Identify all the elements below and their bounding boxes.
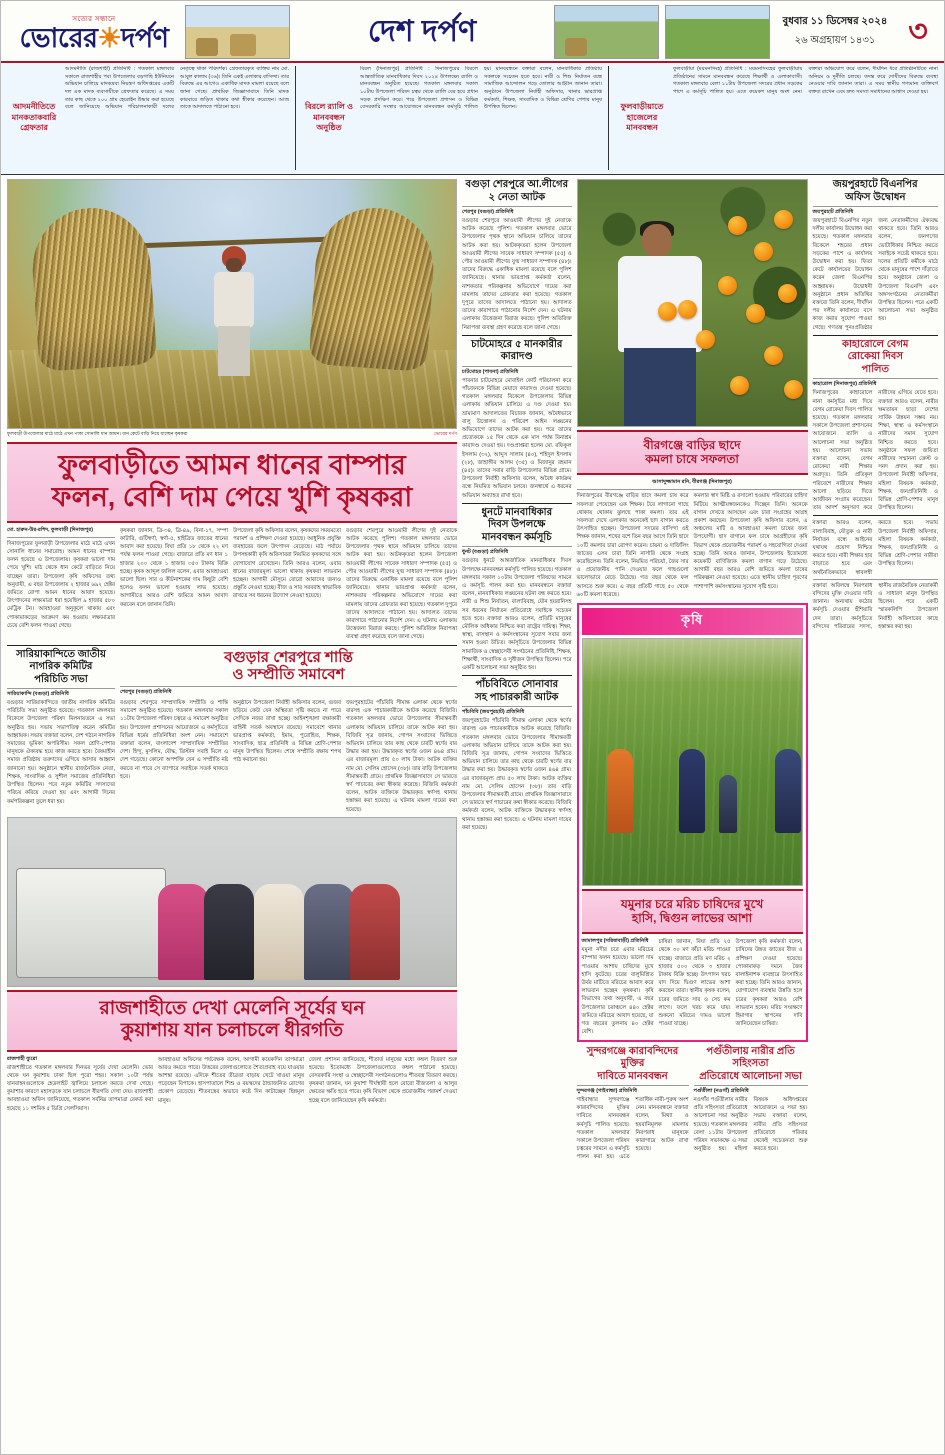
krishi-body-1: যমুনা নদীর চরে এবার মরিচের বাম্পার ফলন হয়েছে। ভালো দাম পাওয়ার আশায় চাষিদের মুখে হাসি ফুটেছে। চরের বালুমিশ্রিত উর্বর মাটিতে মরিচের আবাদ করে লাভবান হচ্ছেন কৃষকরা। কৃষি বিভাগের তথ্য অনুযায়ী, এ বছর উপজেলার চরাঞ্চলে ৪৪০ হেক্টর জমিতে মরিচের আবাদ হয়েছে, যা গত বছরের তুলনায় ৪০ হেক্টর বেশি।	[581, 947, 654, 1036]
lead-col-1	[7, 527, 115, 642]
bogra-byline: শেরপুর (বগুড়া) প্রতিনিধি	[462, 209, 514, 215]
divider	[813, 579, 938, 580]
column-1	[7, 179, 457, 1162]
fog-col-1	[7, 1056, 153, 1113]
story-body-3: জয়পুরহাটের পাঁচবিবি সীমান্ত এলাকা থেকে স্বর্ণের বারসহ এক পাচারকারীকে আটক করেছে বিজিবি। গতকাল মঙ্গলবার ভোরে উপজেলার সীমান্তবর্তী এলাকায় অভিযান চালিয়ে তাকে আটক করা হয়। বিজিবি সূত্র জানায়, গোপন সংবাদের ভিত্তিতে অভিযান চালিয়ে তার কাছ থেকে চারটি স্বর্ণের বার উদ্ধার করা হয়। উদ্ধারকৃত স্বর্ণের ওজন ৪৬৪ গ্রাম। এর বাজারমূল্য প্রায় ৫০ লাখ টাকা। আটক ব্যক্তির নাম মো. সেলিম হোসেন (৩৮)। তার বাড়ি উপজেলার সীমান্তবর্তী গ্রামে। প্রাথমিক জিজ্ঞাসাবাদে সে ভারতে স্বর্ণ পাচারের কথা স্বীকার করেছে। বিজিবি কর্মকর্তা বলেন, আটক ব্যক্তিকে উদ্ধারকৃত স্বর্ণসহ থানায় হস্তান্তর করা হয়েছে। এ ঘটনায় মামলা দায়ের করা হয়েছে।	[346, 699, 458, 813]
story-byline: শেরপুর (বগুড়া) প্রতিনিধি	[120, 688, 172, 695]
pagla-body: নওগাঁর পগুঁতীলায় নারীর প্রতি সহিংসতা প্রতিরোধে আলোচনা সভা অনুষ্ঠিত হয়েছে। গতকাল মঙ্গলবার বেলা ১১টায় উপজেলা পরিষদ সভাকক্ষে এ সভা অনুষ্ঠিত হয়। মহিলা বিষয়ক অধিদপ্তরের আয়োজনে এ সভা হয়। সভায় বক্তারা বলেন, নারীর প্রতি সহিংসতা প্রতিরোধে পরিবার থেকেই সচেতনতা শুরু করতে হবে।	[693, 1097, 808, 1153]
pagla-byline: পগুঁতীলা (নওগাঁ) প্রতিনিধি	[693, 1088, 749, 1094]
photo-credit: ভোরের দর্পণ	[433, 431, 458, 436]
lead-headline-line1: ফুলবাড়ীতে আমন ধানের বাম্পার	[58, 450, 406, 480]
lead-body-1: দিনাজপুরের ফুলবাড়ী উপজেলার মাঠে মাঠে এখন সোনালি ধানের সমারোহ। আমন ধানের বাম্পার ফলন হয়েছে এ উপজেলায়। কৃষকরা ভালো দাম পেয়ে খুশি। মাঠ থেকে ধান কেটে বাড়িতে নিয়ে যাচ্ছেন তারা। উপজেলা কৃষি অফিসের তথ্য অনুযায়ী, এ বছর উপজেলায় ২ হাজার ৬৯২ হেক্টর জমিতে রোপা আমন ধানের আবাদ হয়েছে। উৎপাদনের লক্ষ্যমাত্রা ধরা হয়েছিল ৯ হাজার ৫৮০ মেট্রিক টন। আবহাওয়া অনুকূলে থাকায় এবং পোকামাকড়ের আক্রমণ কম হওয়ায় লক্ষ্যমাত্রার চেয়ে বেশি ফলন পাওয়া গেছে।	[7, 540, 115, 629]
lead-col-3	[233, 527, 341, 642]
worker-1	[607, 749, 633, 833]
story-headline-line1: সারিয়াকান্দিতে জাতীয়	[16, 648, 106, 660]
section-title	[296, 5, 548, 59]
divider	[7, 537, 115, 538]
chatmohar-headline-line2: কারাদণ্ড	[500, 351, 533, 363]
orange-grower-figure	[612, 224, 708, 424]
caption-text: ফুলবাড়ী উপজেলার মাঠে মাঠে এখন পাকা সোনালি ধান আমন। ধান কেটে বাড়ি নিয়ে যাচ্ছেন কৃষকরা	[7, 431, 188, 436]
fog-story-columns	[7, 1056, 457, 1113]
fog-headline-box[interactable]	[7, 990, 457, 1052]
story-pagla[interactable]	[694, 1046, 808, 1162]
rokeya-headline-line2: রোকেয়া দিবস	[847, 351, 903, 363]
subrow-2	[7, 817, 457, 1113]
krishi-columns	[582, 938, 803, 1036]
joypurhat-byline: জয়পুরহাট প্রতিনিধি	[812, 209, 854, 215]
birganj-headline-line2: কমলা চাষে সফলতা	[645, 452, 739, 467]
panchagarh-body: জয়পুরহাটের পাঁচবিবি সীমান্ত এলাকা থেকে স্বর্ণের বারসহ এক পাচারকারীকে আটক করেছে বিজিবি। গতকাল মঙ্গলবার ভোরে উপজেলার সীমান্তবর্তী এলাকায় অভিযান চালিয়ে তাকে আটক করা হয়। বিজিবি সূত্র জানায়, গোপন সংবাদের ভিত্তিতে অভিযান চালিয়ে তার কাছ থেকে চারটি স্বর্ণের বার উদ্ধার করা হয়। উদ্ধারকৃত স্বর্ণের ওজন ৪৬৪ গ্রাম। এর বাজারমূল্য প্রায় ৫০ লাখ টাকা। আটক ব্যক্তির নাম মো. সেলিম হোসেন (৩৮)। তার বাড়ি উপজেলার সীমান্তবর্তী গ্রামে। প্রাথমিক জিজ্ঞাসাবাদে সে ভারতে স্বর্ণ পাচারের কথা স্বীকার করেছে। বিজিবি কর্মকর্তা বলেন, আটক ব্যক্তিকে উদ্ধারকৃত স্বর্ণসহ থানায় হস্তান্তর করা হয়েছে। এ ঘটনায় মামলা দায়ের করা হয়েছে।	[462, 718, 572, 831]
column-4	[813, 179, 938, 1162]
story-body-1: বগুড়ার শেরপুরে সাম্প্রদায়িক সম্প্রীতি ও শান্তি সমাবেশ অনুষ্ঠিত হয়েছে। গতকাল মঙ্গলবার সকাল ১১টায় উপজেলা পরিষদ চত্বরে এ সমাবেশ অনুষ্ঠিত হয়। উপজেলা প্রশাসনের আয়োজনে এ কর্মসূচিতে বিভিন্ন ধর্মের প্রতিনিধিরা অংশ নেন। সমাবেশে বক্তারা বলেন, বাংলাদেশ সাম্প্রদায়িক সম্প্রীতির দেশ। হিন্দু, মুসলিম, বৌদ্ধ, খ্রিস্টান সবাই মিলে এ দেশ গড়েছে। কোনো অপশক্তি যেন এ সম্প্রীতি নষ্ট করতে না পারে সে ব্যাপারে সবাইকে সতর্ক থাকতে হবে।	[120, 699, 228, 780]
logo-word-2: দর্পণ	[121, 22, 169, 53]
pedestrian-5	[350, 884, 400, 980]
divider	[462, 503, 572, 504]
brief-headline: আদমনীতিতে মানকতাকবারি গ্রেফতার	[11, 102, 57, 133]
panchagarh-byline: পাঁচবিবি (জয়পুরহাট) প্রতিনিধি	[462, 709, 525, 716]
pedestrian-2	[204, 884, 254, 980]
publication-date	[776, 5, 894, 59]
story-byline: সারিয়াকান্দি (বগুড়া) প্রতিনিধি	[7, 691, 69, 698]
fog-block	[7, 817, 457, 1113]
birganj-body-1: দিনাজপুরের বীরগঞ্জে বাড়ির ছাদে কমলা চাষ করে সফলতা পেয়েছেন এক শিক্ষক। টবে লাগানো গাছে থোকায় থোকায় ঝুলছে পাকা কমলা। তার এই সফলতা দেখে এলাকার অনেকেই ছাদ বাগান করতে উৎসাহিত হচ্ছেন। উপজেলা সদরের বাসিন্দা ওই শিক্ষক জানান, শখের বশে তিন বছর আগে তিনি ছাদে ১০টি কমলার চারা রোপণ করেন। চায়না ও দার্জিলিং জাতের এসব চারা তিনি নার্সারি থেকে সংগ্রহ করেছিলেন। তিনি বলেন, নিয়মিত পরিচর্যা, জৈব সার ও প্রয়োজনীয় পানি দেওয়ার ফলে গাছগুলো ভালোভাবে বেড়ে উঠেছে। গত বছর থেকে ফল আসতে শুরু করে। এ বছর প্রতিটি গাছে ৫০ থেকে ৬০টি কমলা ধরেছে।	[576, 493, 689, 598]
brief-biral[interactable]	[302, 66, 602, 170]
newspaper-logo[interactable]	[9, 5, 179, 59]
lead-col-2	[120, 527, 228, 642]
column4-filler-body-2: বক্তারা অবিলম্বে নিরপরাধ বন্দিদের মুক্তি দেওয়ার দাবি জানান। অন্যথায় কঠোর কর্মসূচি দেওয়ার হুঁশিয়ারি দেন তারা। কর্মসূচিতে বন্দিদের পরিবারের সদস্য, স্থানীয় রাজনৈতিক নেতাকর্মী ও সাধারণ মানুষ উপস্থিত ছিলেন। পরে একটি স্মারকলিপি উপজেলা নির্বাহী অফিসারের কাছে হস্তান্তর করা হয়।	[812, 582, 938, 630]
story-body-2: অনুষ্ঠানে উপজেলা নির্বাহী অফিসার বলেন, গুজব ছড়িয়ে কেউ যেন অস্থিরতা সৃষ্টি করতে না পারে সেদিকে নজর রাখা হচ্ছে। আইনশৃঙ্খলা রক্ষাকারী বাহিনী সতর্ক অবস্থানে রয়েছে। সমাবেশে থানার ভারপ্রাপ্ত কর্মকর্তা, ইমাম, পুরোহিত, শিক্ষক, সাংবাদিক, ছাত্র প্রতিনিধি ও বিভিন্ন শ্রেণি-পেশার মানুষ উপস্থিত ছিলেন। শেষে সম্প্রীতি রক্ষায় শপথ পাঠ করানো হয়।	[233, 699, 341, 764]
haystack-shape	[196, 38, 218, 56]
bogra-headline-line2: ২ নেতা আটক	[488, 191, 546, 203]
joypurhat-body: জয়পুরহাটে বিএনপির নতুন দলীয় কার্যালয় উদ্বোধন করা হয়েছে। গতকাল মঙ্গলবার বিকেলে শহরের প্রধান সড়কের পাশে এ কার্যালয় উদ্বোধন করা হয়। ফিতা কেটে কার্যালয়ের উদ্বোধন করেন জেলা বিএনপির আহ্বায়ক। উদ্বোধনী অনুষ্ঠানে প্রধান অতিথির বক্তব্যে তিনি বলেন, দীর্ঘদিন পর দলীয় কার্যালয়ে বসে কাজ করার সুযোগ পাওয়া গেছে। গণতন্ত্র পুনঃপ্রতিষ্ঠার জন্য নেতাকর্মীদের ঐক্যবদ্ধ থাকতে হবে। তিনি আরও বলেন, জনগণের ভোটাধিকার নিশ্চিত করতে সবাইকে সচেষ্ট থাকতে হবে। দলের প্রতিটি কর্মীকে মাঠে থেকে মানুষের পাশে দাঁড়াতে হবে। অনুষ্ঠানে জেলা ও উপজেলা বিএনপি এবং অঙ্গসংগঠনের নেতাকর্মীরা উপস্থিত ছিলেন। পরে একটি আলোচনা সভা অনুষ্ঠিত হয়।	[812, 218, 938, 331]
fog-headline-line1: রাজশাহীতে দেখা মেলেনি সূর্যের ঘন	[99, 997, 365, 1019]
lead-headline-line2: ফলন, বেশি দাম পেয়ে খুশি কৃষকরা	[51, 481, 413, 512]
bogra-body: বগুড়ার শেরপুরে আওয়ামী লীগের দুই নেতাকে আটক করেছে পুলিশ। গতকাল মঙ্গলবার ভোরে উপজেলার পৃথক স্থানে অভিযান চালিয়ে তাদের আটক করা হয়। আটককৃতরা হলেন উপজেলা আওয়ামী লীগের সাবেক সাধারণ সম্পাদক (৫৫) ও পৌর আওয়ামী লীগের যুগ্ম সাধারণ সম্পাদক (৪৮)। তাদের বিরুদ্ধে একাধিক মামলা রয়েছে বলে পুলিশ জানিয়েছে। থানার ভারপ্রাপ্ত কর্মকর্তা বলেন, নাশকতার পরিকল্পনার অভিযোগে দায়ের করা মামলায় তাদের গ্রেফতার করা হয়েছে। গতকাল দুপুরে তাদের আদালতে পাঠানো হয়। আদালত তাদের কারাগারে পাঠানোর নির্দেশ দেন। এ ঘটনায় এলাকায় উত্তেজনা বিরাজ করছে। পুলিশ অতিরিক্ত নিরাপত্তা ব্যবস্থা গ্রহণ করেছে বলে জানা গেছে।	[462, 218, 572, 331]
story-sariakandi[interactable]	[7, 649, 115, 814]
divider	[7, 688, 115, 689]
date-gregorian: বুধবার ১১ ডিসেম্বর ২০২৪	[782, 16, 888, 27]
orange-fruit	[774, 210, 793, 229]
lead-byline: মো. হারুন-উর-রশিদ, ফুলবাড়ী (দিনাজপুর)	[7, 526, 93, 533]
krishi-body-3: উপজেলা কৃষি কর্মকর্তা বলেন, চাষিদের উন্নত জাতের বীজ ও প্রশিক্ষণ দেওয়া হয়েছে। পোকামাকড় দমনে জৈব বালাইনাশক ব্যবহারে উৎসাহিত করা হচ্ছে। তিনি আরও জানান, যোগাযোগ ব্যবস্থার উন্নতি হলে চরের কৃষকরা আরও বেশি লাভবান হবেন। মরিচ সংরক্ষণে হিমাগার স্থাপনের দাবি জানিয়েছেন চাষিরা।	[735, 939, 803, 1028]
plough-shape	[565, 38, 587, 56]
chatmohar-headline-line1: চাটমোহরে ৫ মানকারীর	[471, 338, 563, 350]
top-brief-band	[1, 63, 944, 175]
rokeya-body: দিনাজপুরের কাহারোলে নানা কর্মসূচির মধ্য দিয়ে বেগম রোকেয়া দিবস পালিত হয়েছে। গতকাল মঙ্গলবার সকালে উপজেলা প্রশাসনের আয়োজনে র‍্যালি ও আলোচনা সভা অনুষ্ঠিত হয়। আলোচনা সভায় বক্তারা বলেন, বেগম রোকেয়া নারী শিক্ষার অগ্রদূত। তিনি প্রতিকূল পরিবেশে নারীদের শিক্ষার আলো ছড়িয়ে দিতে আজীবন সংগ্রাম করেছেন। তার আদর্শ অনুসরণ করে নারীদের এগিয়ে যেতে হবে। বক্তারা আরও বলেন, নারীর ক্ষমতায়ন ছাড়া দেশের সার্বিক উন্নয়ন সম্ভব নয়। শিক্ষা, স্বাস্থ্য ও কর্মসংস্থানে নারীদের সমান সুযোগ নিশ্চিত করতে হবে। অনুষ্ঠানে সফল জয়িতা নারীদের সম্মাননা ক্রেস্ট ও সনদ প্রদান করা হয়। উপজেলা নির্বাহী অফিসার, মহিলা বিষয়ক কর্মকর্তা, শিক্ষক, জনপ্রতিনিধি ও বিভিন্ন শ্রেণি-পেশার মানুষ উপস্থিত ছিলেন।	[812, 390, 938, 512]
orange-fruit	[778, 284, 797, 303]
sundarganj-headline-line1: সুন্দরগঞ্জে কারাবন্দিদের মুক্তির	[586, 1045, 679, 1069]
divider	[608, 66, 609, 170]
panchagarh-headline-line1: পাঁচবিবিতে সোনাবার	[475, 679, 559, 691]
orange-fruit	[678, 300, 697, 319]
divider	[813, 335, 938, 336]
brief-body: বিরল (দিনাজপুর) প্রতিনিধি : দিনাজপুরের বিরলে আন্তর্জাতিক মানবাধিকার দিবস ২০২৪ উপলক্ষ্যে র‍্যালি ও মানববন্ধন অনুষ্ঠিত হয়েছে। গতকাল মঙ্গলবার সকাল ১০টায় উপজেলা পরিষদ চত্বর থেকে র‍্যালি বের হয়ে প্রধান সড়ক প্রদক্ষিণ করে। পরে উপজেলা প্রশাসন ও বিভিন্ন বেসরকারি সংস্থার আয়োজনে মানববন্ধন কর্মসূচি পালিত হয়। মানববন্ধনে বক্তারা বলেন, মানবাধিকার প্রতিষ্ঠায় সকলকে সচেতন হতে হবে। নারী ও শিশু নির্যাতন বন্ধে সামাজিক আন্দোলন গড়ে তোলার আহ্বান জানান তারা। অনুষ্ঠানে উপজেলা নির্বাহী অফিসার, থানার ভারপ্রাপ্ত কর্মকর্তা, শিক্ষক, সাংবাদিক ও বিভিন্ন শ্রেণির পেশার মানুষ উপস্থিত ছিলেন।	[360, 66, 602, 111]
divider	[813, 378, 938, 379]
story-headline-line2: ও সম্প্রীতি সমাবেশ	[232, 666, 345, 684]
pedestrian-3	[254, 884, 304, 980]
lead-headline-box[interactable]	[7, 442, 457, 523]
bottom-row	[577, 1046, 808, 1162]
worker-child	[719, 775, 737, 833]
brief-body: আদমনীতি (রাজশাহী) প্রতিনিধি : গতকাল মঙ্গলবার সকালে রাজশাহীর পবা উপজেলার বড়গাছি ইউনিয়নে অভিযান চালিয়ে মাদকদ্রব্য নিয়ন্ত্রণ অধিদপ্তরের একটি দল এক মাদক ব্যবসায়ীকে গ্রেফতার করেছে। এ সময় তার কাছ থেকে ২০০ গ্রাম হেরোইন উদ্ধার করা হয়েছে বলে জানিয়েছে অভিযান পরিচালনাকারী দলের নেতৃত্বে থাকা পরিদর্শক। গ্রেফতারকৃত ব্যক্তির নাম মো. আবুল কালাম (৩৬)। তিনি একই এলাকার বাসিন্দা। তার বিরুদ্ধে এর আগেও একাধিক মাদক মামলা রয়েছে বলে জানা গেছে। প্রাথমিক জিজ্ঞাসাবাদে তিনি মাদক কারবারে জড়িত থাকার কথা স্বীকার করেছেন। আজ তাকে আদালতে পাঠানো হবে।	[65, 66, 289, 111]
main-content	[1, 175, 944, 1168]
haystack-shape-2	[230, 34, 256, 56]
photo-paddy-harvest	[7, 179, 457, 429]
photo-fog-bus	[7, 817, 457, 987]
photo-chili-field	[582, 638, 803, 886]
sundarganj-byline: সুন্দরগঞ্জ (গাইবান্ধা) প্রতিনিধি	[576, 1088, 637, 1094]
sundarganj-body: গাইবান্ধার সুন্দরগঞ্জে কারাবন্দিদের মুক্তির দাবিতে মানববন্ধন কর্মসূচি পালিত হয়েছে। গতকাল মঙ্গলবার সকালে উপজেলা পরিষদ চত্বরের সামনে এ কর্মসূচি পালন করা হয়। এতে শতাধিক নারী-পুরুষ অংশ নেন। মানববন্ধনে বক্তারা বলেন, মিথ্যা ও হয়রানিমূলক মামলায় নিরপরাধ মানুষকে কারাগারে আটক রাখা হয়েছে।	[576, 1097, 689, 1161]
chatmohar-body: পাবনার চাটমোহরে মোবাইল কোর্ট পরিচালনা করে পাঁচজনকে বিভিন্ন মেয়াদে কারাদণ্ড দেওয়া হয়েছে। গতকাল মঙ্গলবার বিকেলে উপজেলার বিভিন্ন এলাকায় অভিযান চালিয়ে এ দণ্ড দেওয়া হয়। ভ্রাম্যমাণ আদালতের বিচারক জানান, অবৈধভাবে বালু উত্তোলন ও পরিবেশ আইন লঙ্ঘনের অভিযোগে তাদের আটক করা হয়। পরে তাদের প্রত্যেককে ১৫ দিন থেকে এক মাস পর্যন্ত বিনাশ্রম কারাদণ্ড দেওয়া হয়। দণ্ডপ্রাপ্তরা হলেন মো. রফিকুল ইসলাম (৩২), আব্দুস সালাম (৪০), শহিদুল ইসলাম (২৮), জাহাঙ্গীর আলম (৩৫) ও মিজানুর রহমান (৪৫)। তাদের সবার বাড়ি উপজেলার বিভিন্ন গ্রামে। উপজেলা নির্বাহী অফিসার বলেন, অবৈধ কার্যক্রম বন্ধে নিয়মিত অভিযান চলবে। জনস্বার্থে এ ধরনের অভিযান অব্যাহত রাখা হবে।	[462, 377, 572, 499]
pagla-headline-line1: পগুঁতীলায় নারীর প্রতি সহিংসতা	[706, 1045, 795, 1069]
divider	[7, 645, 457, 646]
dhunat-headline-line1: ধুনটে মানবাধিকার	[481, 506, 553, 518]
photo-caption	[7, 429, 457, 439]
rokeya-byline: কাহারোল (দিনাজপুর) প্রতিনিধি	[812, 381, 877, 388]
logo-word-1: ভোরের	[19, 22, 98, 53]
figure-trousers	[624, 348, 696, 426]
masthead-photo-right	[665, 5, 770, 59]
photo-orange-farmer	[577, 179, 808, 427]
divider	[120, 686, 457, 687]
masthead-photo-left	[185, 5, 290, 59]
story-body: বগুড়ার সারিয়াকান্দিতে জাতীয় নাগরিক কমিটির পরিচিতি সভা অনুষ্ঠিত হয়েছে। গতকাল মঙ্গলবার বিকেলে উপজেলা পরিষদ মিলনায়তনে এ সভা অনুষ্ঠিত হয়। সভায় সভাপতিত্ব করেন কমিটির আহ্বায়ক। সভায় বক্তারা বলেন, দেশ গঠনে নাগরিক সমাজের ভূমিকা অপরিসীম। সকল শ্রেণি-পেশার মানুষকে ঐক্যবদ্ধ হয়ে কাজ করতে হবে। বৈষম্যহীন সমাজ প্রতিষ্ঠায় তরুণদের এগিয়ে আসার আহ্বান জানানো হয়। অনুষ্ঠানে স্থানীয় রাজনৈতিক নেতা, শিক্ষক, সাংবাদিক ও সুশীল সমাজের প্রতিনিধিরা উপস্থিত ছিলেন। পরে নতুন কমিটির সদস্যদের পরিচয় করিয়ে দেওয়া হয় এবং আগামী দিনের কর্মপরিকল্পনা তুলে ধরা হয়।	[7, 700, 115, 805]
figure-head	[642, 224, 672, 258]
story-headline-line2: নাগরিক কমিটির	[29, 661, 93, 673]
brief-headline: ফুলবাড়ীয়াতে হাজেলের মানববন্ধন	[620, 102, 664, 133]
lead-body-2: কৃষকরা জানান, ব্রি-৩৪, ব্রি-৪৯, বিনা-১৭, সম্পা কাটারি, গুটিস্বর্ণা, স্বর্ণা-৫, হাইব্রিড জাতের ধানের আবাদ করা হয়েছে। বিঘা প্রতি ১৮ থেকে ২২ মণ পর্যন্ত ফলন পাওয়া গেছে। বাজারে প্রতি মণ ধান ১ হাজার ২০০ থেকে ১ হাজার ৩৫০ টাকায় বিক্রি হচ্ছে। কৃষক আব্দুল জলিল বলেন, এবার আবহাওয়া ভালো ছিল। সার ও কীটনাশকের দাম কিছুটা বেশি হলেও ফলন ভালো হওয়ায় লাভ হয়েছে। আগামীতে আরও বেশি জমিতে আমন আবাদ করবেন বলে জানান তিনি।	[120, 527, 228, 608]
dhunat-headline-line3: মানববন্ধন কর্মসূচি	[481, 531, 552, 543]
story-sundarganj[interactable]	[577, 1046, 689, 1162]
lead-col-4	[346, 527, 457, 642]
column-2	[462, 179, 572, 1162]
masthead-photo-mid	[554, 5, 659, 59]
orange-fruit	[746, 304, 765, 323]
paddy-sheaf-left	[29, 204, 158, 372]
rokeya-headline-line3: পালিত	[861, 363, 890, 375]
divider	[462, 546, 572, 547]
farmer-legs	[218, 326, 250, 376]
joypurhat-headline-line2: অফিস উদ্বোধন	[845, 191, 906, 203]
lead-body-4: বগুড়ার শেরপুরে আওয়ামী লীগের দুই নেতাকে আটক করেছে পুলিশ। গতকাল মঙ্গলবার ভোরে উপজেলার পৃথক স্থানে অভিযান চালিয়ে তাদের আটক করা হয়। আটককৃতরা হলেন উপজেলা আওয়ামী লীগের সাবেক সাধারণ সম্পাদক (৫৫) ও পৌর আওয়ামী লীগের যুগ্ম সাধারণ সম্পাদক (৪৮)। তাদের বিরুদ্ধে একাধিক মামলা রয়েছে বলে পুলিশ জানিয়েছে। থানার ভারপ্রাপ্ত কর্মকর্তা বলেন, নাশকতার পরিকল্পনার অভিযোগে দায়ের করা মামলায় তাদের গ্রেফতার করা হয়েছে। গতকাল দুপুরে তাদের আদালতে পাঠানো হয়। আদালত তাদের কারাগারে পাঠানোর নির্দেশ দেন। এ ঘটনায় এলাকায় উত্তেজনা বিরাজ করছে। পুলিশ অতিরিক্ত নিরাপত্তা ব্যবস্থা গ্রহণ করেছে বলে জানা গেছে।	[346, 527, 458, 641]
orange-fruit	[696, 330, 715, 349]
farmer-figure	[206, 246, 262, 376]
logo-wordmark	[9, 22, 179, 53]
dhunat-headline-line2: দিবস উপলক্ষে	[488, 519, 546, 531]
pagla-headline-line2: প্রতিরোধে আলোচনা সভা	[699, 1070, 802, 1082]
lead-story-columns	[7, 527, 457, 642]
brief-headline: বিরলে র‍্যালি ও মানববন্ধন অনুষ্ঠিত	[305, 102, 353, 133]
section-title-text: দেশ দর্পণ	[367, 14, 477, 48]
subrow-1	[7, 649, 457, 814]
orange-fruit	[784, 380, 803, 399]
krishi-byline: জামালপুর (সরিষাবাড়ী) প্রতিনিধি	[581, 938, 649, 945]
panchagarh-headline-line2: সহ পাচারকারী আটক	[475, 691, 559, 703]
worker-2	[679, 749, 705, 833]
birganj-headline-box[interactable]	[577, 430, 808, 475]
divider	[577, 1085, 689, 1086]
fog-headline-line2: কুয়াশায় যান চলাচলে ধীরগতি	[120, 1020, 344, 1042]
chatmohar-byline: চাটমোহর (পাবনা) প্রতিনিধি	[462, 368, 519, 375]
fog-body-3: জেলা প্রশাসন জানিয়েছে, শীতার্ত মানুষের মধ্যে কম্বল বিতরণ শুরু হয়েছে। ইতোমধ্যে উপজেলাগুলোতে কম্বল পাঠানো হয়েছে। বেসরকারি সংস্থা ও স্বেচ্ছাসেবী সংগঠনগুলোও শীতবস্ত্র বিতরণ করছে। কৃষকরা জানান, ঘন কুয়াশা দীর্ঘস্থায়ী হলে বোরো বীজতলা ও আলুর ক্ষেতের ক্ষতি হতে পারে। কৃষি বিভাগ থেকে প্রয়োজনীয় পরামর্শ দেওয়া হচ্ছে বলে জানিয়েছেন কৃষি কর্মকর্তা।	[309, 1056, 458, 1104]
story-headline-line3: পরিচিতি সভা	[34, 673, 88, 685]
divider	[462, 335, 572, 336]
rokeya-headline-line1: কাহারোলে বেগম	[842, 338, 909, 350]
orange-fruit	[730, 376, 749, 395]
story-columns	[120, 699, 457, 814]
dhunat-byline: ধুনট (বগুড়া) প্রতিনিধি	[462, 549, 509, 556]
divider	[577, 489, 808, 490]
column4-filler-body: বক্তারা আরও বলেন, বাল্যবিবাহ, যৌতুক ও নারী নির্যাতন বন্ধে আইনের যথাযথ প্রয়োগ নিশ্চিত করতে হবে। নারী শিক্ষার হার বাড়াতে হবে এবং অর্থনৈতিকভাবে স্বাবলম্বী করতে হবে। সভায় উপজেলা নির্বাহী অফিসার, মহিলা বিষয়ক কর্মকর্তা, শিক্ষক, জনপ্রতিনিধি ও বিভিন্ন শ্রেণি-পেশার নারীরা উপস্থিত ছিলেন।	[812, 520, 938, 576]
divider	[295, 66, 296, 170]
bogra-headline-line1: বগুড়া শেরপুরে আ.লীগের	[465, 179, 569, 190]
divider	[813, 515, 938, 516]
brief-fulbaria[interactable]	[615, 66, 938, 170]
lead-body-3: উপজেলা কৃষি অফিসার বলেন, কৃষকদের সময়মতো পরামর্শ ও প্রশিক্ষণ দেওয়া হয়েছে। আধুনিক প্রযুক্তি ব্যবহারের ফলে উৎপাদন বেড়েছে। মাঠ পর্যায়ে উপসহকারী কৃষি অফিসাররা নিয়মিত কৃষকদের সঙ্গে যোগাযোগ রেখেছেন। তিনি আরও বলেন, এবার ধানের বাজারমূল্য ভালো থাকায় কৃষকরা লাভবান হচ্ছেন। আগামী মৌসুমে বোরো আবাদের জন্যও প্রস্তুতি নেওয়া হচ্ছে। বীজ ও সার সরবরাহ স্বাভাবিক রাখতে সব ধরনের উদ্যোগ নেওয়া হয়েছে।	[233, 527, 341, 600]
birganj-byline: আসাদুজ্জামান রনি, বীরগঞ্জ (দিনাজপুর)	[652, 479, 732, 486]
farmer-torso	[214, 272, 254, 328]
birganj-headline-line1: বীরগঞ্জে বাড়ির ছাদে	[643, 438, 741, 452]
paddy-sheaf-right	[309, 204, 438, 372]
krishi-section	[577, 603, 808, 1042]
fog-body-2: আবহাওয়া অফিসের পর্যবেক্ষক বলেন, আগামী কয়েকদিন তাপমাত্রা আরও কমতে পারে। উত্তরের জেলাগুলোতে শৈত্যপ্রবাহ বয়ে যাওয়ার আশঙ্কা রয়েছে। এদিকে শীতের তীব্রতা বাড়ায় খেটে খাওয়া মানুষ পড়েছেন বিপাকে। হাসপাতালে শিশু ও বয়স্কদের ঠান্ডাজনিত রোগের প্রকোপ বেড়েছে। শীতবস্ত্রের অভাবে কষ্টে দিন কাটাচ্ছেন ছিন্নমূল মানুষ।	[158, 1056, 304, 1104]
krishi-headline-box[interactable]	[582, 889, 803, 934]
orange-fruit	[764, 346, 783, 365]
birganj-body-2: কমলার স্বাদ মিষ্টি ও রসালো হওয়ায় পরিবারের চাহিদা মিটিয়ে আত্মীয়স্বজনকেও দিচ্ছেন তিনি। অনেকে বাগান দেখতে আসছেন এবং চারা সংগ্রহের আগ্রহ প্রকাশ করছেন। উপজেলা কৃষি অফিসার বলেন, এ অঞ্চলের মাটি ও আবহাওয়া কমলা চাষের জন্য উপযোগী। ছাদ বাগানে ফল চাষে আগ্রহীদের কৃষি বিভাগ থেকে প্রয়োজনীয় পরামর্শ ও সহযোগিতা দেওয়া হচ্ছে। তিনি আরও জানান, উপজেলায় ইতোমধ্যে কয়েকটি বাণিজ্যিক কমলা বাগান গড়ে উঠেছে। আগামী বছর আরও বেশি জমিতে কমলা চাষের পরিকল্পনা নেওয়া হয়েছে। এতে স্থানীয় চাহিদা পূরণের পাশাপাশি কর্মসংস্থানের সুযোগ সৃষ্টি হবে।	[693, 493, 808, 590]
sundarganj-headline-line2: দাবিতে মানববন্ধন	[597, 1070, 668, 1082]
divider	[694, 1085, 808, 1086]
farmer-face	[226, 258, 242, 272]
krishi-headline-line1: যমুনার চরে মরিচ চাষিদের মুখে	[620, 896, 764, 911]
orange-fruit	[728, 216, 747, 235]
divider	[462, 366, 572, 367]
divider	[813, 206, 938, 207]
pedestrian-1	[158, 884, 208, 980]
worker-3	[775, 749, 801, 833]
orange-fruit	[658, 302, 677, 321]
sun-icon: ☀	[97, 22, 122, 53]
bus-shape	[16, 868, 166, 978]
column-3	[577, 179, 808, 1162]
krishi-headline-line2: হাসি, দ্বিগুন লাভের আশা	[631, 911, 753, 926]
brief-adamdighi[interactable]	[7, 66, 289, 170]
page-number: ৩	[908, 14, 928, 48]
dhunat-body: বগুড়ার ধুনটে আন্তর্জাতিক মানবাধিকার দিবস উপলক্ষে মানববন্ধন কর্মসূচি পালিত হয়েছে। গতকাল মঙ্গলবার সকাল ১০টায় উপজেলা পরিষদের সামনে এ কর্মসূচি পালন করা হয়। মানববন্ধনে বক্তারা বলেন, মানবাধিকার লঙ্ঘনের ঘটনা বন্ধ করতে হবে। নারী ও শিশু নির্যাতন, বাল্যবিবাহ, যৌন হয়রানিসহ সব ধরনের নির্যাতন প্রতিরোধে সবাইকে সচেতন হতে হবে। বক্তারা আরও বলেন, প্রতিটি মানুষের মৌলিক অধিকার নিশ্চিত করা রাষ্ট্রের দায়িত্ব। শিক্ষা, স্বাস্থ্য, বাসস্থান ও কর্মসংস্থানের সুযোগ সবার জন্য সমান হওয়া উচিত। কর্মসূচিতে উপজেলার বিভিন্ন সামাজিক ও স্বেচ্ছাসেবী সংগঠনের প্রতিনিধি, শিক্ষক, শিক্ষার্থী, সাংবাদিক ও সুধীজন উপস্থিত ছিলেন। পরে একটি আলোচনা সভা অনুষ্ঠিত হয়।	[462, 558, 572, 672]
joypurhat-headline-line1: জয়পুরহাটে বিএনপির	[832, 179, 918, 190]
fog-body-1: রাজশাহীতে গতকাল মঙ্গলবার দিনভর সূর্যের দেখা মেলেনি। ভোর থেকে ঘন কুয়াশায় ঢাকা ছিল পুরো শহর। সকাল ১০টা পর্যন্ত যানবাহনগুলোকে হেডলাইট জ্বালিয়ে চলাচল করতে দেখা গেছে। কুয়াশার কারণে মহাসড়কে যান চলাচলে ধীরগতি দেখা দেয়। রাজশাহী আবহাওয়া অফিস জানিয়েছে, গতকাল সর্বনিম্ন তাপমাত্রা রেকর্ড করা হয়েছে ১১ দশমিক ৫ ডিগ্রি সেলসিয়াস।	[7, 1064, 153, 1112]
krishi-section-label: কৃষি	[582, 608, 803, 635]
orange-fruit	[718, 276, 737, 295]
story-sherpur[interactable]	[120, 649, 457, 814]
brief-body: ফুলবাড়ীয়া (ময়মনসিংহ) প্রতিনিধি : ময়মনসিংহের ফুলবাড়ীয়ায় প্রতিষ্ঠানের সামনে মানববন্ধন করেছে শিক্ষার্থী ও এলাকাবাসী। গতকাল মঙ্গলবার বেলা ১১টায় উপজেলা সদরের প্রধান সড়কের পাশে এ কর্মসূচি পালিত হয়। এতে কয়েকশ মানুষ অংশ নেন। বক্তারা অভিযোগ করে বলেন, দীর্ঘদিন ধরে প্রতিষ্ঠানটিতে নানা অনিয়ম ও দুর্নীতি চলছে। তদন্ত করে দোষীদের বিরুদ্ধে ব্যবস্থা নেওয়ার দাবি জানান তারা। এ সময় স্থানীয় গণ্যমান্য ব্যক্তিবর্গ বক্তব্য রাখেন এবং দ্রুত সমস্যা সমাধানের আশ্বাস দেওয়া হয়।	[673, 66, 938, 95]
logo-tagline: সত্যের সন্ধানে	[72, 15, 116, 23]
divider	[462, 675, 572, 676]
pedestrian-4	[304, 884, 354, 980]
orange-fruit	[754, 242, 773, 261]
divider	[462, 706, 572, 707]
date-bangla: ২৬ অগ্রহায়ণ ১৪৩১	[794, 35, 876, 46]
masthead	[1, 1, 944, 63]
krishi-col-1	[582, 938, 654, 1036]
krishi-body-2: চাষিরা জানান, বিঘা প্রতি ২৫ থেকে ৩০ মণ কাঁচা মরিচ পাওয়া যাচ্ছে। বাজারে প্রতি মণ মরিচ ২ হাজার ৫০০ থেকে ৩ হাজার টাকায় বিক্রি হচ্ছে। উৎপাদন খরচ বাদ দিয়ে দ্বিগুণ লাভের আশা করছেন তারা। স্থানীয় কৃষক বলেন, চরের জমিতে সার ও সেচ কম লাগে। ফলে খরচ কমে যায়। শুকনো মরিচের দামও ভালো পাওয়া যাচ্ছে।	[658, 939, 731, 1028]
story-headline-line1: বগুড়ার শেরপুরে শান্তি	[224, 648, 353, 666]
birganj-columns	[577, 492, 808, 599]
fog-byline: রাজশাহী ব্যুরো	[7, 1055, 38, 1062]
divider	[462, 206, 572, 207]
